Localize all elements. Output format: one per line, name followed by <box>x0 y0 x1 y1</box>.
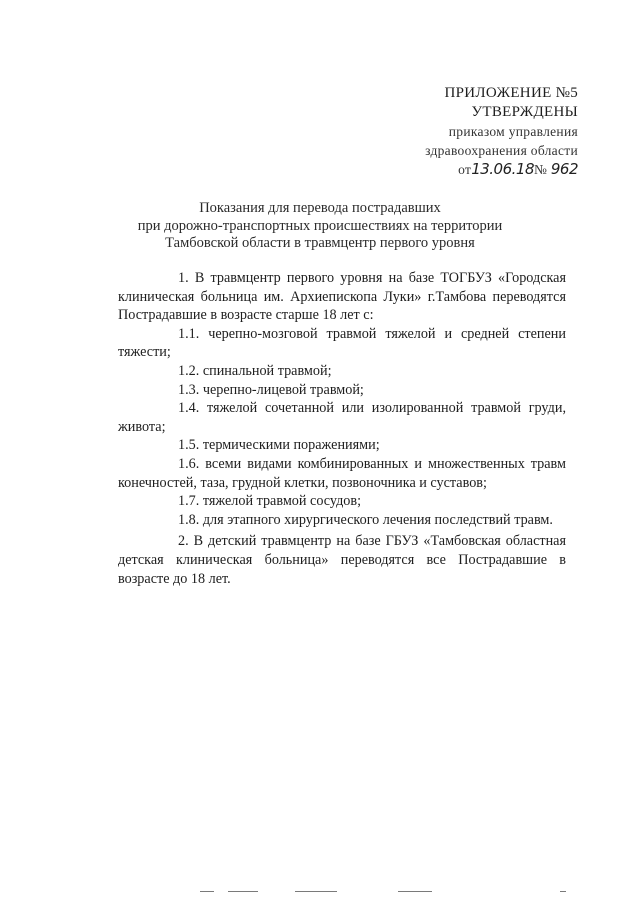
order-line-1: приказом управления <box>448 124 578 139</box>
paragraph-1: 1. В травмцентр первого уровня на базе ТОГБУЗ «Городская клиническая больница им. Архиепископа Луки» г.Тамбова переводятся Пострадавшие в возрасте старше 18 лет с: <box>118 270 566 324</box>
list-item: 1.2. спинальной травмой; <box>178 362 332 379</box>
handwritten-number: 962 <box>550 160 578 178</box>
list-item: 1.8. для этапного хирургического лечения последствий травм. <box>178 511 553 528</box>
document-title <box>60 200 580 253</box>
scan-artifacts <box>0 888 640 896</box>
document-body <box>118 269 566 588</box>
number-sign: № <box>533 162 548 177</box>
date-prefix: от <box>458 162 472 177</box>
approval-header <box>318 84 578 179</box>
order-date-line <box>318 160 578 179</box>
list-item: 1.1. черепно-мозговой травмой тяжелой и средней степени тяжести; <box>118 325 566 361</box>
list-item: 1.6. всеми видами комбинированных и множественных травм конечностей, таза, грудной клетки, позвоночника и суставов; <box>118 455 566 491</box>
list-item: 1.5. термическими поражениями; <box>178 437 380 454</box>
title-line-3: Тамбовской области в травмцентр первого уровня <box>165 235 475 251</box>
paragraph-2: 2. В детский травмцентр на базе ГБУЗ «Тамбовская областная детская клиническая больница» переводятся все Пострадавшие в возрасте до 18 лет. <box>118 533 566 587</box>
handwritten-date: 13.06.18 <box>471 160 534 178</box>
approved-label: УТВЕРЖДЕНЫ <box>471 104 578 120</box>
title-line-2: при дорожно-транспортных происшествиях на территории <box>137 217 503 234</box>
order-line-2: здравоохранения области <box>425 143 578 158</box>
title-line-1: Показания для перевода пострадавших <box>199 200 441 216</box>
list-item: 1.4. тяжелой сочетанной или изолированной травмой груди, живота; <box>118 400 566 435</box>
list-item: 1.7. тяжелой травмой сосудов; <box>178 493 362 510</box>
appendix-label: ПРИЛОЖЕНИЕ №5 <box>444 85 578 101</box>
list-item: 1.3. черепно-лицевой травмой; <box>178 381 364 398</box>
